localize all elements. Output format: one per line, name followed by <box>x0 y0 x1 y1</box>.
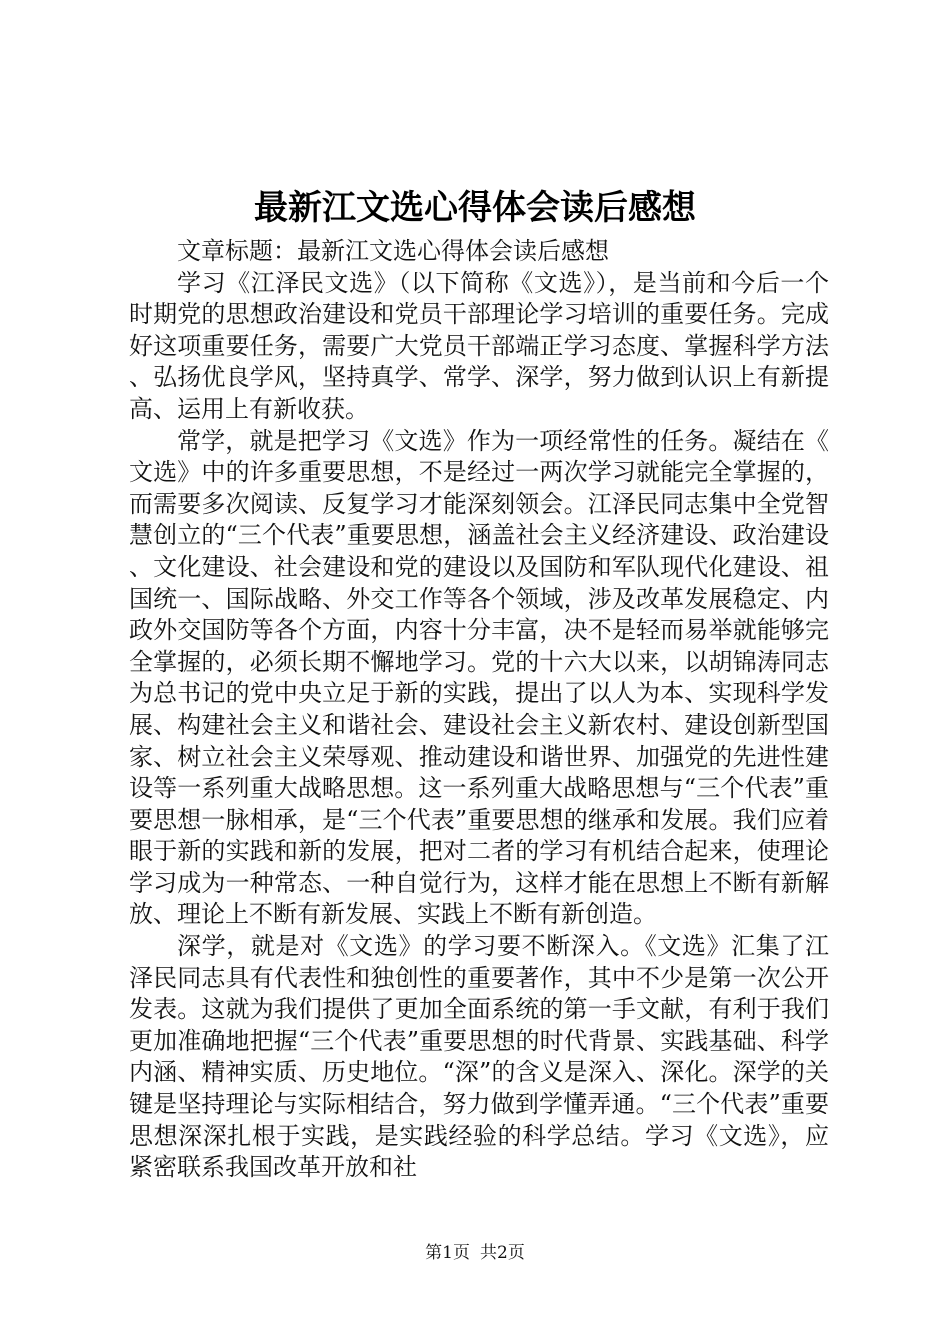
paragraph-shenxue: 深学，就是对《文选》的学习要不断深入。《文选》汇集了江泽民同志具有代表性和独创性的重要著作，其中不少是第一次公开发表。这就为我们提供了更加全面系统的第一手文献，有利于我们更加准确地把握“三个代表”重要思想的时代背景、实践基础、科学内涵、精神实质、历史地位。“深”的含义是深入、深化。深学的关键是坚持理论与实际相结合，努力做到学懂弄通。“三个代表”重要思想深深扎根于实践，是实践经验的科学总结。学习《文选》，应紧密联系我国改革开放和社 <box>129 932 829 1182</box>
page-number: 第1页 <box>425 1243 470 1263</box>
paragraph-intro: 学习《江泽民文选》（以下简称《文选》），是当前和今后一个时期党的思想政治建设和党员干部理论学习培训的重要任务。完成好这项重要任务，需要广大党员干部端正学习态度、掌握科学方法、弘扬优良学风，坚持真学、常学、深学，努力做到认识上有新提高、运用上有新收获。 <box>129 268 829 423</box>
page-total: 共2页 <box>480 1243 525 1263</box>
page-footer <box>0 1242 950 1264</box>
document-body <box>129 236 829 1184</box>
document-title: 最新江文选心得体会读后感想 <box>254 188 696 228</box>
article-title-line: 文章标题：最新江文选心得体会读后感想 <box>177 237 609 265</box>
paragraph-changxue: 常学，就是把学习《文选》作为一项经常性的任务。凝结在《文选》中的许多重要思想，不是经过一两次学习就能完全掌握的，而需要多次阅读、反复学习才能深刻领会。江泽民同志集中全党智慧创立的“三个代表”重要思想，涵盖社会主义经济建设、政治建设、文化建设、社会建设和党的建设以及国防和军队现代化建设、祖国统一、国际战略、外交工作等各个领域，涉及改革发展稳定、内政外交国防等各个方面，内容十分丰富，决不是轻而易举就能够完全掌握的，必须长期不懈地学习。党的十六大以来，以胡锦涛同志为总书记的党中央立足于新的实践，提出了以人为本、实现科学发展、构建社会主义和谐社会、建设社会主义新农村、建设创新型国家、树立社会主义荣辱观、推动建设和谐世界、加强党的先进性建设等一系列重大战略思想。这一系列重大战略思想与“三个代表”重要思想一脉相承，是“三个代表”重要思想的继承和发展。我们应着眼于新的实践和新的发展，把对二者的学习有机结合起来，使理论学习成为一种常态、一种自觉行为，这样才能在思想上不断有新解放、理论上不断有新发展、实践上不断有新创造。 <box>129 426 829 929</box>
